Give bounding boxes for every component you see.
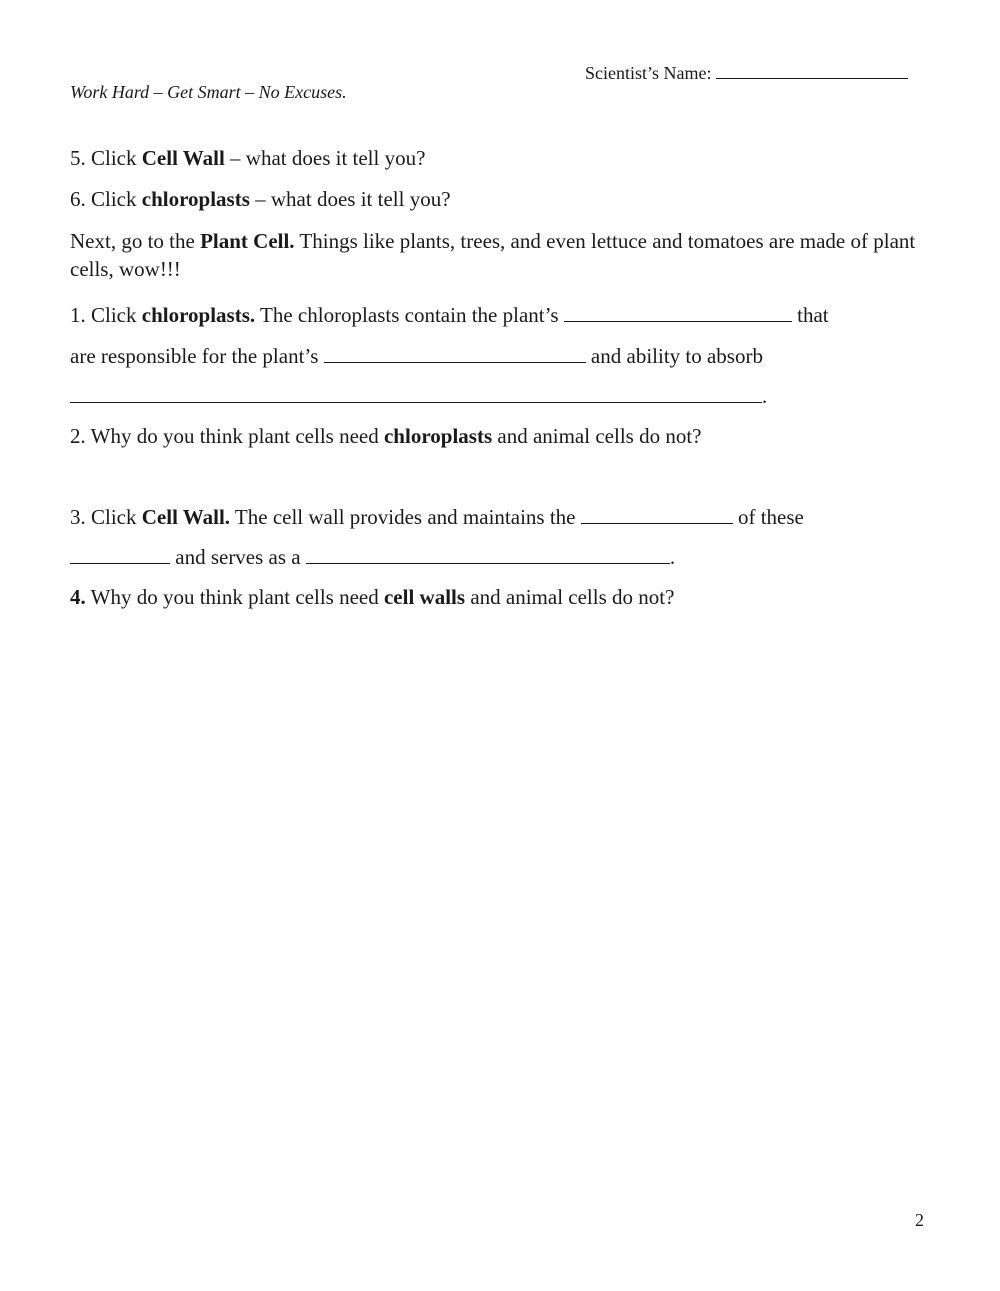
plant-question-4-number: 4. (70, 585, 86, 609)
plant-question-4-text-a: Why do you think plant cells need (85, 585, 384, 609)
plant-question-1-term: chloroplasts. (141, 303, 256, 327)
plant-question-1-end: . (762, 384, 768, 408)
plant-question-3-blank-2[interactable] (70, 545, 170, 564)
question-6 (70, 187, 451, 212)
plant-question-2-text: and animal cells do not? (492, 424, 702, 448)
plant-question-4-term: cell walls (383, 585, 466, 609)
scientist-name-blank[interactable] (716, 60, 908, 79)
plant-cell-intro (70, 227, 930, 283)
plant-question-4-text: and animal cells do not? (465, 585, 675, 609)
plant-question-3-number: 3. Click (70, 505, 142, 529)
plant-question-4 (70, 585, 674, 610)
question-5-text: – what does it tell you? (224, 146, 426, 170)
plant-question-1-blank-1[interactable] (564, 303, 792, 322)
motto: Work Hard – Get Smart – No Excuses. (70, 82, 347, 102)
question-5-number: 5. Click (70, 146, 142, 170)
scientist-name-label: Scientist’s Name: (585, 63, 712, 83)
plant-question-3-term: Cell Wall. (141, 505, 231, 529)
plant-question-1-blank-3[interactable] (70, 384, 762, 403)
plant-question-1-line-1 (70, 303, 829, 328)
plant-question-2-number: 2. Why do you think plant cells need (70, 424, 384, 448)
page-number: 2 (915, 1210, 924, 1230)
question-5 (70, 146, 425, 171)
plant-question-1-text-d: and ability to absorb (585, 344, 763, 368)
intro-term: Plant Cell. (200, 229, 295, 253)
plant-question-3-blank-3[interactable] (306, 545, 670, 564)
question-5-term: Cell Wall (141, 146, 225, 170)
intro-post: Things like plants, trees, and even lettuce and tomatoes are made of plant cells, wow!!! (70, 229, 916, 281)
plant-question-1-line-2 (70, 344, 763, 369)
plant-question-1-text-b: that (791, 303, 829, 327)
plant-question-3-line-1 (70, 505, 804, 530)
plant-question-1-blank-2[interactable] (324, 344, 586, 363)
plant-question-3-text-c: and serves as a (170, 545, 306, 569)
intro-pre: Next, go to the (70, 229, 201, 253)
plant-question-2 (70, 424, 701, 449)
plant-question-3-end: . (669, 545, 676, 569)
plant-question-1-line-3 (70, 384, 767, 409)
plant-question-3-line-2 (70, 545, 675, 570)
question-6-text: – what does it tell you? (249, 187, 451, 211)
scientist-name-line (585, 60, 908, 84)
plant-question-3-text-a: The cell wall provides and maintains the (230, 505, 581, 529)
plant-question-1-text-c: are responsible for the plant’s (70, 344, 324, 368)
plant-question-3-blank-1[interactable] (581, 505, 733, 524)
plant-question-3-text-b: of these (732, 505, 804, 529)
question-6-term: chloroplasts (141, 187, 250, 211)
question-6-number: 6. Click (70, 187, 142, 211)
plant-question-1-number: 1. Click (70, 303, 142, 327)
plant-question-2-term: chloroplasts (383, 424, 493, 448)
plant-question-1-text-a: The chloroplasts contain the plant’s (255, 303, 564, 327)
